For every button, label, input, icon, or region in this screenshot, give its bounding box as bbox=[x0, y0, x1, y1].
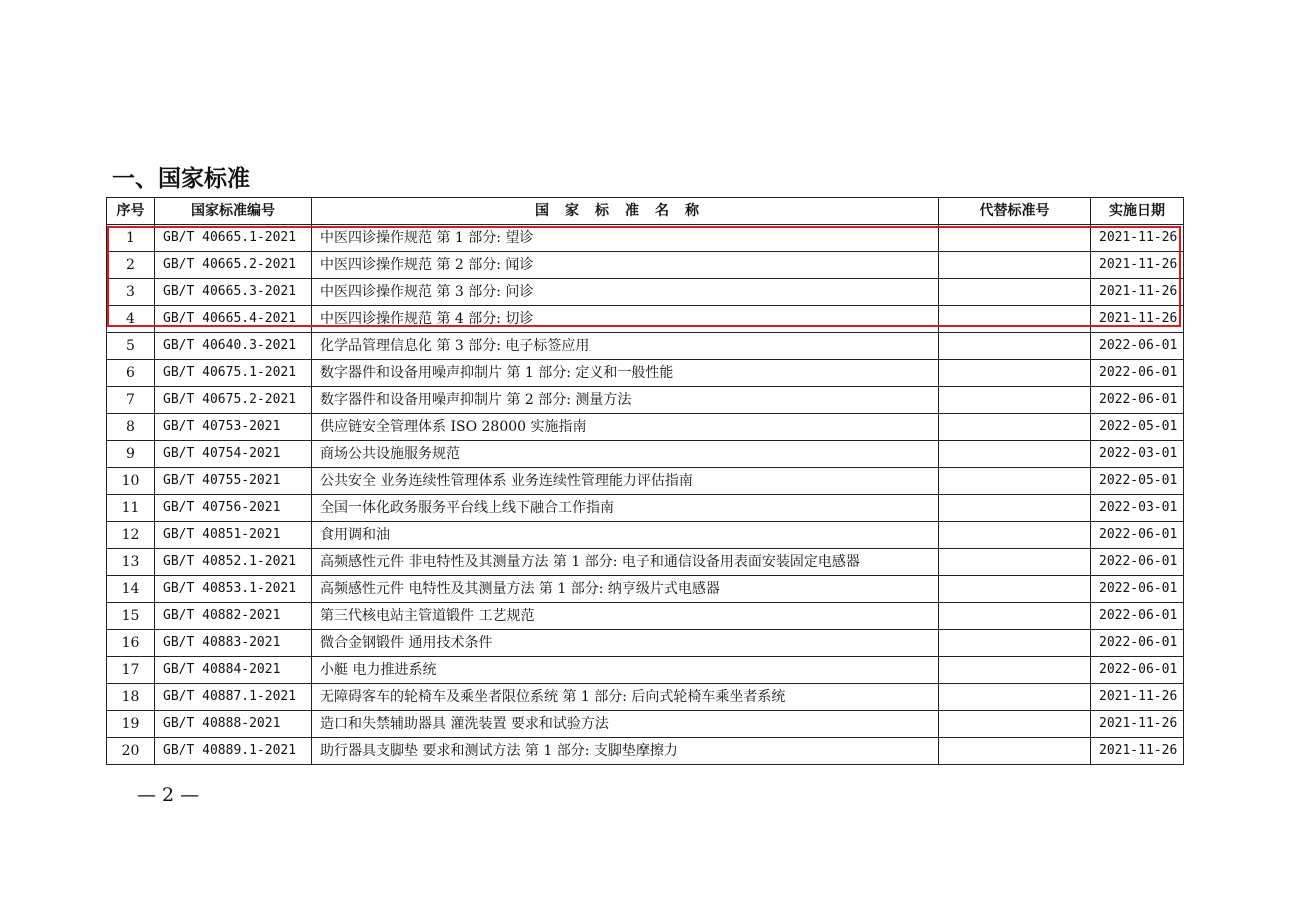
row-replaced bbox=[939, 414, 1091, 441]
row-replaced bbox=[939, 360, 1091, 387]
row-date: 2022-03-01 bbox=[1091, 495, 1184, 522]
row-name: 第三代核电站主管道锻件 工艺规范 bbox=[312, 603, 939, 630]
row-seq: 13 bbox=[107, 549, 155, 576]
row-name: 数字器件和设备用噪声抑制片 第 2 部分: 测量方法 bbox=[312, 387, 939, 414]
table-row bbox=[107, 630, 1184, 657]
table-row bbox=[107, 657, 1184, 684]
row-seq: 3 bbox=[107, 279, 155, 306]
row-seq: 17 bbox=[107, 657, 155, 684]
row-code: GB/T 40755-2021 bbox=[155, 468, 312, 495]
row-replaced bbox=[939, 495, 1091, 522]
row-seq: 16 bbox=[107, 630, 155, 657]
row-date: 2022-06-01 bbox=[1091, 333, 1184, 360]
row-name: 数字器件和设备用噪声抑制片 第 1 部分: 定义和一般性能 bbox=[312, 360, 939, 387]
row-date: 2022-06-01 bbox=[1091, 549, 1184, 576]
row-replaced bbox=[939, 387, 1091, 414]
row-replaced bbox=[939, 657, 1091, 684]
row-date: 2021-11-26 bbox=[1091, 684, 1184, 711]
row-name: 造口和失禁辅助器具 灌洗装置 要求和试验方法 bbox=[312, 711, 939, 738]
row-code: GB/T 40665.1-2021 bbox=[155, 225, 312, 252]
row-code: GB/T 40675.2-2021 bbox=[155, 387, 312, 414]
table-row bbox=[107, 576, 1184, 603]
table-row bbox=[107, 225, 1184, 252]
row-replaced bbox=[939, 711, 1091, 738]
row-date: 2022-06-01 bbox=[1091, 630, 1184, 657]
table-row bbox=[107, 711, 1184, 738]
table-row bbox=[107, 333, 1184, 360]
row-name: 供应链安全管理体系 ISO 28000 实施指南 bbox=[312, 414, 939, 441]
row-date: 2022-06-01 bbox=[1091, 522, 1184, 549]
table-header-row bbox=[107, 198, 1184, 225]
standards-table bbox=[106, 197, 1184, 765]
row-seq: 12 bbox=[107, 522, 155, 549]
row-replaced bbox=[939, 549, 1091, 576]
row-seq: 19 bbox=[107, 711, 155, 738]
row-code: GB/T 40665.3-2021 bbox=[155, 279, 312, 306]
row-date: 2022-05-01 bbox=[1091, 414, 1184, 441]
table-row bbox=[107, 603, 1184, 630]
table-row bbox=[107, 279, 1184, 306]
row-date: 2022-06-01 bbox=[1091, 387, 1184, 414]
row-code: GB/T 40887.1-2021 bbox=[155, 684, 312, 711]
row-replaced bbox=[939, 468, 1091, 495]
row-seq: 6 bbox=[107, 360, 155, 387]
row-name: 无障碍客车的轮椅车及乘坐者限位系统 第 1 部分: 后向式轮椅车乘坐者系统 bbox=[312, 684, 939, 711]
row-date: 2021-11-26 bbox=[1091, 306, 1184, 333]
row-date: 2021-11-26 bbox=[1091, 711, 1184, 738]
table-row bbox=[107, 468, 1184, 495]
row-replaced bbox=[939, 738, 1091, 765]
row-name: 中医四诊操作规范 第 4 部分: 切诊 bbox=[312, 306, 939, 333]
row-name: 助行器具支脚垫 要求和测试方法 第 1 部分: 支脚垫摩擦力 bbox=[312, 738, 939, 765]
row-replaced bbox=[939, 252, 1091, 279]
row-seq: 5 bbox=[107, 333, 155, 360]
row-code: GB/T 40883-2021 bbox=[155, 630, 312, 657]
row-replaced bbox=[939, 603, 1091, 630]
row-date: 2021-11-26 bbox=[1091, 279, 1184, 306]
table-row bbox=[107, 441, 1184, 468]
row-replaced bbox=[939, 630, 1091, 657]
table-body bbox=[107, 225, 1184, 765]
row-seq: 18 bbox=[107, 684, 155, 711]
row-name: 商场公共设施服务规范 bbox=[312, 441, 939, 468]
row-seq: 9 bbox=[107, 441, 155, 468]
row-replaced bbox=[939, 522, 1091, 549]
row-seq: 20 bbox=[107, 738, 155, 765]
row-code: GB/T 40665.2-2021 bbox=[155, 252, 312, 279]
table-row bbox=[107, 414, 1184, 441]
table-row bbox=[107, 252, 1184, 279]
row-replaced bbox=[939, 225, 1091, 252]
row-date: 2022-06-01 bbox=[1091, 576, 1184, 603]
row-seq: 10 bbox=[107, 468, 155, 495]
row-name: 高频感性元件 非电特性及其测量方法 第 1 部分: 电子和通信设备用表面安装固定电感器 bbox=[312, 549, 939, 576]
row-code: GB/T 40756-2021 bbox=[155, 495, 312, 522]
row-code: GB/T 40884-2021 bbox=[155, 657, 312, 684]
row-code: GB/T 40675.1-2021 bbox=[155, 360, 312, 387]
table-row bbox=[107, 549, 1184, 576]
row-code: GB/T 40888-2021 bbox=[155, 711, 312, 738]
row-seq: 1 bbox=[107, 225, 155, 252]
row-date: 2022-06-01 bbox=[1091, 657, 1184, 684]
row-replaced bbox=[939, 684, 1091, 711]
row-code: GB/T 40852.1-2021 bbox=[155, 549, 312, 576]
row-name: 化学品管理信息化 第 3 部分: 电子标签应用 bbox=[312, 333, 939, 360]
row-name: 全国一体化政务服务平台线上线下融合工作指南 bbox=[312, 495, 939, 522]
table-row bbox=[107, 738, 1184, 765]
row-code: GB/T 40889.1-2021 bbox=[155, 738, 312, 765]
row-seq: 2 bbox=[107, 252, 155, 279]
row-date: 2022-06-01 bbox=[1091, 603, 1184, 630]
row-date: 2022-06-01 bbox=[1091, 360, 1184, 387]
row-seq: 14 bbox=[107, 576, 155, 603]
row-seq: 8 bbox=[107, 414, 155, 441]
row-code: GB/T 40753-2021 bbox=[155, 414, 312, 441]
table-row bbox=[107, 495, 1184, 522]
row-name: 食用调和油 bbox=[312, 522, 939, 549]
row-seq: 11 bbox=[107, 495, 155, 522]
header-code: 国家标准编号 bbox=[155, 198, 312, 225]
section-title: 一、国家标准 bbox=[112, 166, 250, 192]
row-seq: 15 bbox=[107, 603, 155, 630]
row-replaced bbox=[939, 306, 1091, 333]
row-name: 高频感性元件 电特性及其测量方法 第 1 部分: 纳亨级片式电感器 bbox=[312, 576, 939, 603]
row-date: 2021-11-26 bbox=[1091, 225, 1184, 252]
table-row bbox=[107, 306, 1184, 333]
row-name: 公共安全 业务连续性管理体系 业务连续性管理能力评估指南 bbox=[312, 468, 939, 495]
row-date: 2021-11-26 bbox=[1091, 738, 1184, 765]
row-name: 中医四诊操作规范 第 3 部分: 问诊 bbox=[312, 279, 939, 306]
row-replaced bbox=[939, 576, 1091, 603]
row-date: 2022-05-01 bbox=[1091, 468, 1184, 495]
row-name: 微合金钢锻件 通用技术条件 bbox=[312, 630, 939, 657]
table-row bbox=[107, 387, 1184, 414]
row-name: 中医四诊操作规范 第 1 部分: 望诊 bbox=[312, 225, 939, 252]
row-date: 2021-11-26 bbox=[1091, 252, 1184, 279]
header-name: 国家标准名称 bbox=[312, 198, 939, 225]
header-date: 实施日期 bbox=[1091, 198, 1184, 225]
row-code: GB/T 40754-2021 bbox=[155, 441, 312, 468]
row-code: GB/T 40853.1-2021 bbox=[155, 576, 312, 603]
header-seq: 序号 bbox=[107, 198, 155, 225]
row-code: GB/T 40640.3-2021 bbox=[155, 333, 312, 360]
row-code: GB/T 40851-2021 bbox=[155, 522, 312, 549]
page-number: — 2 — bbox=[137, 784, 200, 806]
row-replaced bbox=[939, 441, 1091, 468]
header-replaced: 代替标准号 bbox=[939, 198, 1091, 225]
row-replaced bbox=[939, 333, 1091, 360]
row-seq: 7 bbox=[107, 387, 155, 414]
table-row bbox=[107, 360, 1184, 387]
row-date: 2022-03-01 bbox=[1091, 441, 1184, 468]
row-name: 中医四诊操作规范 第 2 部分: 闻诊 bbox=[312, 252, 939, 279]
row-replaced bbox=[939, 279, 1091, 306]
row-seq: 4 bbox=[107, 306, 155, 333]
row-code: GB/T 40882-2021 bbox=[155, 603, 312, 630]
row-code: GB/T 40665.4-2021 bbox=[155, 306, 312, 333]
row-name: 小艇 电力推进系统 bbox=[312, 657, 939, 684]
table-row bbox=[107, 684, 1184, 711]
table-row bbox=[107, 522, 1184, 549]
